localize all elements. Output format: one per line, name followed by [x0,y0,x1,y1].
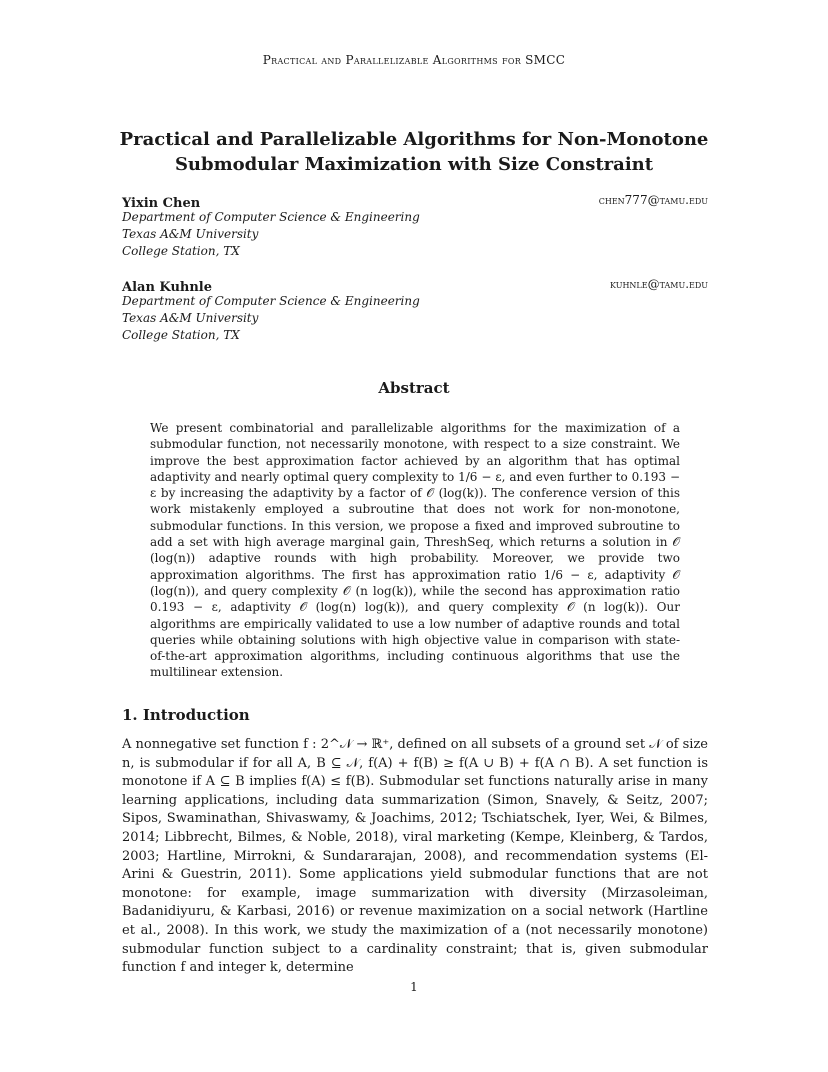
author-university: Texas A&M University [122,311,259,325]
running-head: Practical and Parallelizable Algorithms for SMCC [262,53,566,67]
title-line-1: Practical and Parallelizable Algorithms for Non-Monotone [119,129,709,150]
abstract-body: We present combinatorial and parallelizable algorithms for the maximization of a submodular function, not necessarily monotone, with respect to a size constraint. We improve the best approximation factor achieved by an algorithm that has optimal adaptivity and nearly optimal query complexity to 1/6 − ε, and even further to 0.193 − ε by increasing the adaptivity by a factor of 𝒪 (log(k)). The conference version of this work mistakenly employed a subroutine that does not work for non-monotone, submodular functions. In this version, we propose a fixed and improved subroutine to add a set with high average marginal gain, ThreshSeq, which returns a solution in 𝒪 (log(n)) adaptive rounds with high probability. Moreover, we provide two approximation algorithms. The first has approximation ratio 1/6 − ε, adaptivity 𝒪 (log(n)), and query complexity 𝒪 (n log(k)), while the second has approximation ratio 0.193 − ε, adaptivity 𝒪 (log(n) log(k)), and query complexity 𝒪 (n log(k)). Our algorithms are empirically validated to use a low number of adaptive rounds and total queries while obtaining solutions with high objective value in comparison with state-of-the-art approximation algorithms, including continuous algorithms that use the multilinear extension. [150,421,680,680]
author-email[interactable]: chen777@tamu.edu [598,193,708,207]
introduction-paragraph: A nonnegative set function f : 2^𝒩 → ℝ⁺, defined on all subsets of a ground set 𝒩 of size n, is submodular if for all A, B ⊆ 𝒩, f(A) + f(B) ≥ f(A ∪ B) + f(A ∩ B). A set function is monotone if A ⊆ B implies f(A) ≤ f(B). Submodular set functions naturally arise in many learning applications, including data summarization (Simon, Snavely, & Seitz, 2007; Sipos, Swaminathan, Shivaswamy, & Joachims, 2012; Tschiatschek, Iyer, Wei, & Bilmes, 2014; Libbrecht, Bilmes, & Noble, 2018), viral marketing (Kempe, Kleinberg, & Tardos, 2003; Hartline, Mirrokni, & Sundararajan, 2008), and recommendation systems (El-Arini & Guestrin, 2011). Some applications yield submodular functions that are not monotone: for example, image summarization with diversity (Mirzasoleiman, Badanidiyuru, & Karbasi, 2016) or revenue maximization on a social network (Hartline et al., 2008). In this work, we study the maximization of a (not necessarily monotone) submodular function subject to a cardinality constraint; that is, given submodular function f and integer k, determine [122,737,708,976]
author-department: Department of Computer Science & Engineering [122,294,420,308]
author-location: College Station, TX [122,244,240,258]
author-block-2 [122,276,708,344]
author-university: Texas A&M University [122,227,259,241]
author-location: College Station, TX [122,328,240,342]
title-line-2: Submodular Maximization with Size Constraint [174,154,654,175]
author-name: Yixin Chen [122,196,201,211]
paper-title [100,127,728,177]
author-block-1 [122,192,708,260]
author-department: Department of Computer Science & Engineering [122,210,420,224]
author-name: Alan Kuhnle [122,280,213,295]
author-email[interactable]: kuhnle@tamu.edu [610,277,708,291]
abstract-heading: Abstract [378,379,450,397]
section-heading-introduction: 1. Introduction [122,706,250,724]
page-number: 1 [410,980,418,994]
